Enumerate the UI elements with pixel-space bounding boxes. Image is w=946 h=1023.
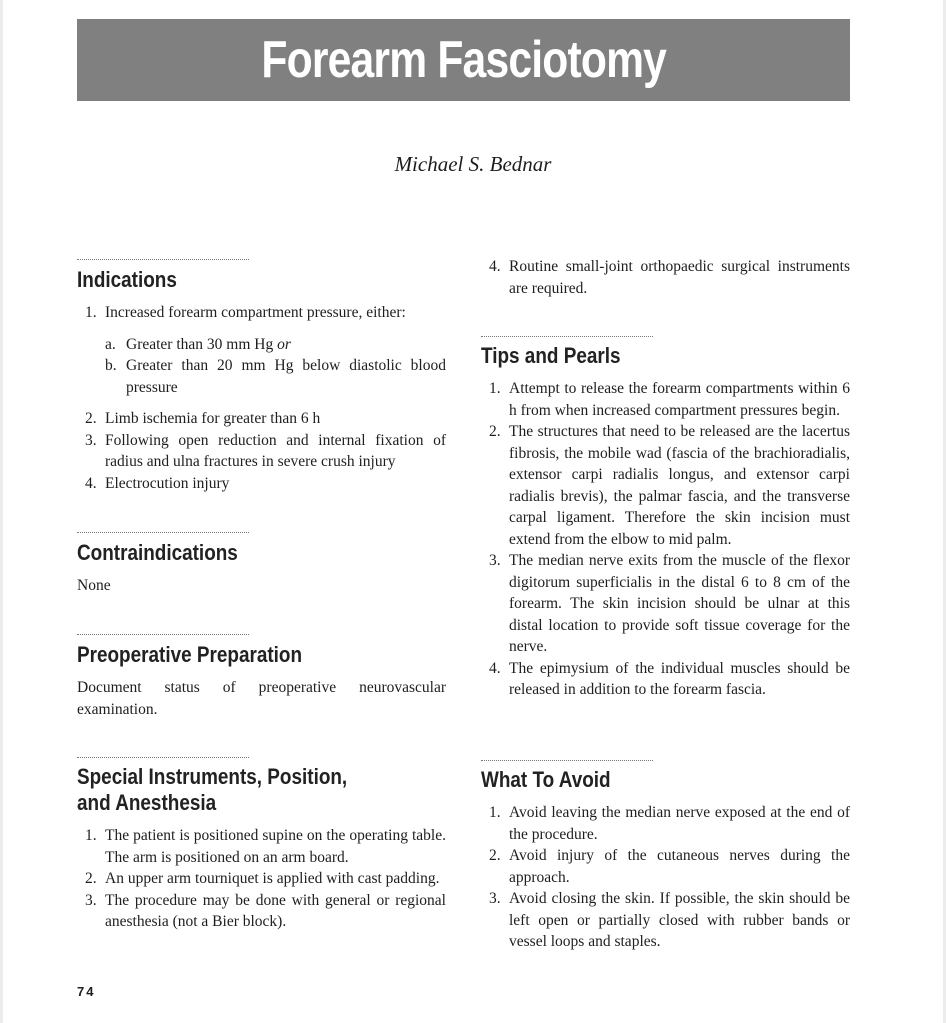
item-text: Limb ischemia for greater than 6 h [105, 410, 321, 427]
contraindications-text: None [77, 577, 111, 594]
section-indications [77, 259, 446, 494]
item-number: 1. [489, 804, 501, 821]
author-name: Michael S. Bednar [394, 152, 552, 176]
list-item [481, 421, 850, 550]
section-heading: Tips and Pearls [481, 343, 621, 368]
item-number: 1. [85, 827, 97, 844]
item-number: 2. [489, 423, 501, 440]
chapter-title: Forearm Fasciotomy [261, 31, 666, 89]
list-item [77, 825, 446, 868]
section-rule [77, 532, 249, 533]
item-number: 1. [85, 304, 97, 321]
item-text: Avoid injury of the cutaneous nerves during the approach. [509, 847, 850, 886]
section-rule [481, 760, 653, 761]
section-heading: Contraindications [77, 540, 238, 565]
sub-item-emphasis: or [277, 335, 291, 353]
special-list [77, 825, 446, 933]
section-heading-line1: Special Instruments, Position, [77, 764, 348, 789]
item-number: 4. [489, 258, 501, 275]
avoid-list [481, 802, 850, 953]
list-item [481, 888, 850, 953]
preoperative-text: Document status of preoperative neurovascular examination. [77, 679, 446, 718]
item-text: An upper arm tourniquet is applied with cast padding. [105, 870, 440, 887]
item-text: The procedure may be done with general or regional anesthesia (not a Bier block). [105, 891, 446, 930]
item-text: Attempt to release the forearm compartments within 6 h from when increased compartment pressures begin. [509, 380, 850, 419]
item-number: 2. [85, 870, 97, 887]
list-item [77, 302, 446, 324]
list-item [77, 473, 446, 495]
section-heading: What To Avoid [481, 767, 611, 792]
item-text: Electrocution injury [105, 474, 230, 492]
item-number: 3. [489, 890, 501, 907]
item-number: 3. [489, 552, 501, 569]
indications-sublist [77, 334, 446, 399]
sub-item [77, 355, 446, 398]
list-item [481, 845, 850, 888]
item-number: 4. [489, 659, 501, 677]
item-text: The epimysium of the individual muscles should be released in addition to the forearm fascia. [509, 659, 850, 698]
page-number: 74 [77, 984, 96, 999]
section-rule [77, 259, 249, 260]
item-text: Following open reduction and internal fixation of radius and ulna fractures in severe crush injury [105, 431, 446, 470]
list-item [481, 378, 850, 421]
item-number: 1. [489, 380, 501, 397]
item-number: 2. [85, 410, 97, 427]
tips-list [481, 378, 850, 701]
section-what-to-avoid [481, 760, 850, 953]
list-item [77, 868, 446, 890]
item-number: 3. [85, 891, 97, 909]
item-text: The patient is positioned supine on the operating table. The arm is positioned on an arm board. [105, 827, 446, 866]
list-item [481, 658, 850, 701]
list-item [77, 408, 446, 430]
sub-item [77, 334, 446, 356]
section-special-instruments [77, 757, 446, 933]
section-special-continued [481, 256, 850, 299]
sub-item-letter: b. [105, 357, 117, 374]
sub-item-letter: a. [105, 335, 116, 353]
item-text: The median nerve exits from the muscle of the flexor digitorum superficialis in the distal 6 to 8 cm of the forearm. The skin incision should be ulnar at this distal location to provide soft tissue coverage for the nerve. [509, 552, 850, 655]
sub-item-text: Greater than 30 mm Hg [126, 335, 278, 353]
item-text: Avoid closing the skin. If possible, the skin should be left open or partially closed with rubber bands or vessel loops and staples. [509, 890, 850, 950]
section-rule [481, 336, 653, 337]
title-band [77, 19, 850, 101]
list-item [77, 890, 446, 933]
section-rule [77, 634, 249, 635]
item-number: 2. [489, 847, 501, 864]
item-text: The structures that need to be released are the lacertus fibrosis, the mobile wad (fascia of the brachioradialis, extensor carpi radialis longus, and extensor carpi radialis brevis), the palmar fascia, and the transverse carpal ligament. Therefore the skin incision must extend from the elbow to mid palm. [509, 423, 850, 548]
section-heading: Preoperative Preparation [77, 642, 303, 667]
item-number: 4. [85, 474, 97, 492]
item-text: Routine small-joint orthopaedic surgical instruments are required. [509, 258, 850, 297]
item-text: Avoid leaving the median nerve exposed at the end of the procedure. [509, 804, 850, 843]
section-contraindications [77, 532, 446, 597]
indications-list [77, 302, 446, 324]
list-item [481, 550, 850, 658]
section-heading: Indications [77, 267, 177, 292]
item-text: Increased forearm compartment pressure, either: [105, 304, 406, 321]
section-tips [481, 336, 850, 701]
indications-list-continued [77, 408, 446, 494]
special-list-continued [481, 256, 850, 299]
list-item [481, 256, 850, 299]
list-item [481, 802, 850, 845]
list-item [77, 430, 446, 473]
sub-item-text: Greater than 20 mm Hg below diastolic blood pressure [126, 357, 446, 396]
section-rule [77, 757, 249, 758]
section-heading-line2: and Anesthesia [77, 790, 217, 815]
section-preoperative [77, 634, 446, 720]
item-number: 3. [85, 431, 97, 449]
